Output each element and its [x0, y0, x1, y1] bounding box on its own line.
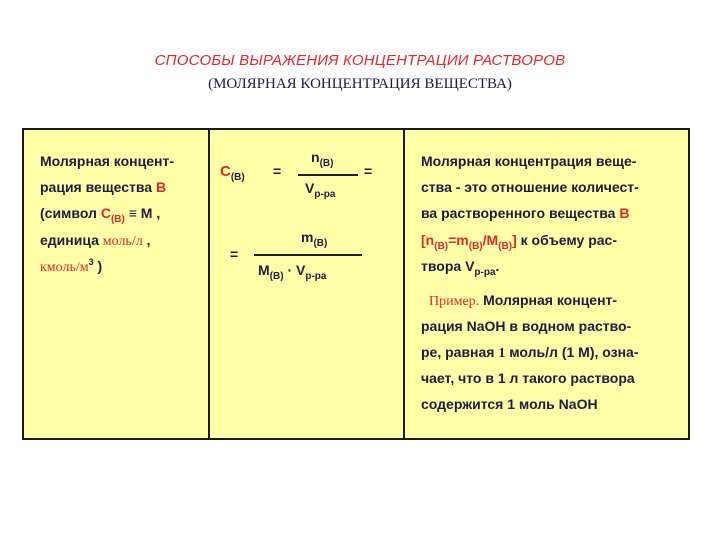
formula-numerator-1: $n_{(В)}$ [311, 149, 334, 169]
left-line-1: Молярная концент- [40, 153, 174, 169]
left-line-5: кмоль/$м^3$ ) [40, 257, 103, 275]
right-line-5: твора $V_{р-ра}$. [421, 258, 500, 278]
title-line-2: (МОЛЯРНАЯ КОНЦЕНТРАЦИЯ ВЕЩЕСТВА) [208, 76, 512, 92]
fraction-line-1 [298, 174, 358, 176]
left-line-3: (символ $С_{(В)} \equiv М$ , [40, 205, 161, 225]
title-line-1: СПОСОБЫ ВЫРАЖЕНИЯ КОНЦЕНТРАЦИИ РАСТВОРОВ [154, 52, 566, 69]
right-line-3: ва растворенного вещества В [421, 205, 630, 221]
formula-lhs: $С_{(В)}$ [220, 163, 245, 183]
formula-equals-2: = [364, 163, 373, 179]
formula-denominator-1: $V_{р-ра}$ [305, 180, 336, 200]
left-line-2: рация вещества В [40, 179, 167, 195]
column-divider-left [208, 128, 210, 440]
right-line-1: Молярная концентрация веще- [421, 153, 637, 169]
formula-equals-1: = [273, 163, 282, 179]
example-line-4: чает, что в 1 л такого раствора [421, 370, 635, 386]
left-line-4: единица моль/л , [40, 232, 151, 249]
fraction-line-2 [254, 254, 362, 256]
example-line-2: рация NaOH в водном раство- [421, 318, 632, 334]
column-divider-right [403, 128, 405, 440]
example-line-1: Пример. Молярная концент- [429, 292, 618, 309]
example-line-5: содержится 1 моль NaOH [421, 396, 598, 412]
formula-numerator-2: $m_{(В)}$ [301, 229, 328, 249]
right-line-4: $[n_{(В)}=m_{(В)}/M_{(В)}]$ к объему рас- [421, 232, 618, 252]
example-line-3: ре, равная 1 моль/л (1 М), озна- [421, 344, 639, 361]
formula-denominator-2: $M_{(В)} \cdot V_{р-ра}$ [258, 262, 327, 282]
formula-equals-3: = [230, 246, 239, 262]
right-line-2: ства - это отношение количест- [421, 179, 639, 195]
